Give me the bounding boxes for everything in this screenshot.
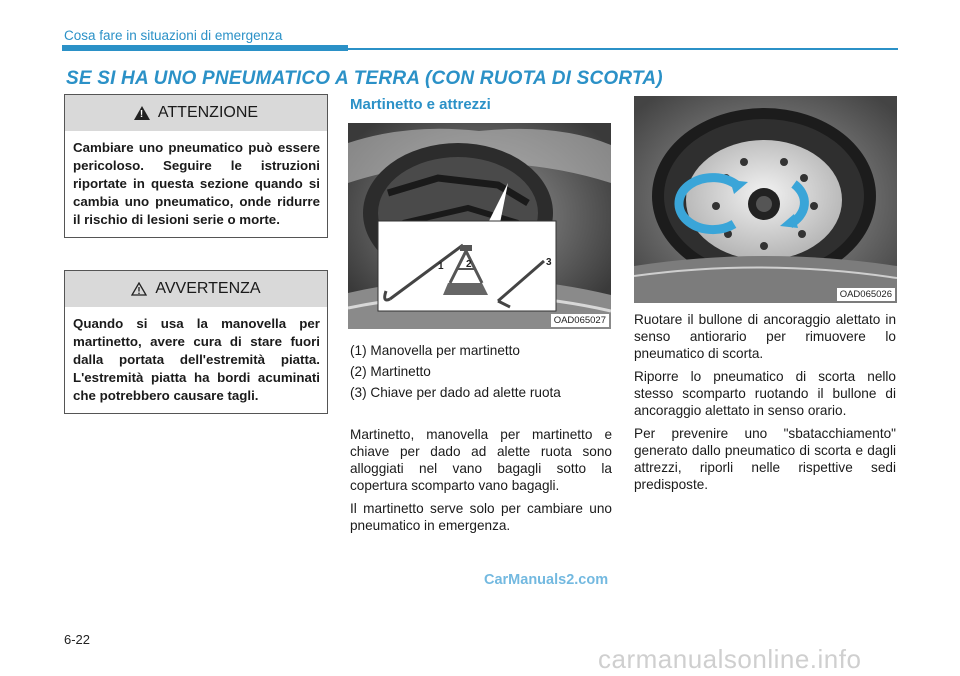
page-number: 6-22 [64,632,91,647]
jack-tools-photo [348,123,611,329]
image-code: OAD065026 [837,288,895,301]
attenzione-label: ATTENZIONE [157,104,259,121]
paragraph: Riporre lo pneumatico di scorta nello stesso scomparto ruotando il bullone di ancoraggio alettato in senso orario. [634,369,896,418]
section-subtitle: Martinetto e attrezzi [350,96,491,113]
avvertenza-label: AVVERTENZA [155,280,261,297]
list-item: (3) Chiave per dado ad alette ruota [350,385,561,400]
watermark-footer: carmanualsonline.info [598,644,862,674]
avvertenza-header [65,271,327,307]
image-code: OAD065027 [551,314,609,327]
spare-tire-photo [634,96,897,303]
trunk-jack-illustration [348,123,611,329]
attenzione-header [65,95,327,131]
warning-icon [134,106,150,120]
page-title: SE SI HA UNO PNEUMATICO A TERRA (CON RUOTA DI SCORTA) [66,68,663,89]
callout-1: 1 [438,261,444,272]
list-item: (1) Manovella per martinetto [350,343,520,358]
spare-tire-illustration [634,96,897,303]
paragraph: Ruotare il bullone di ancoraggio alettato in senso antiorario per rimuovere lo pneumatico di scorta. [634,312,896,361]
middle-body [350,426,612,540]
paragraph: Il martinetto serve solo per cambiare uno pneumatico in emergenza. [350,501,612,533]
watermark-link[interactable]: CarManuals2.com [484,572,609,588]
avvertenza-text: Quando si usa la manovella per martinetto, avere cura di stare fuori dalla portata dell'estremità piatta. L'estremità piatta ha bordi acuminati che potrebbero causare tagli. [73,316,320,403]
section-header: Cosa fare in situazioni di emergenza [64,28,283,43]
list-item: (2) Martinetto [350,364,431,379]
caution-icon [131,282,147,296]
attenzione-box [64,94,328,238]
right-body [634,311,896,499]
avvertenza-box [64,270,328,414]
tool-list [350,340,561,403]
paragraph: Martinetto, manovella per martinetto e chiave per dado ad alette ruota sono alloggiati nel vano bagagli sotto la copertura scomparto vano bagagli. [350,427,612,493]
attenzione-text: Cambiare uno pneumatico può essere pericoloso. Seguire le istruzioni riportate in questa sezione quando si cambia uno pneumatico, onde ridurre il rischio di lesioni serie o morte. [73,140,320,227]
callout-3: 3 [546,257,552,268]
callout-2: 2 [466,259,472,270]
header-rule [62,48,898,50]
paragraph: Per prevenire uno "sbatacchiamento" generato dallo pneumatico di scorta e dagli attrezzi, riporli nelle rispettive sedi predisposte. [634,426,896,492]
